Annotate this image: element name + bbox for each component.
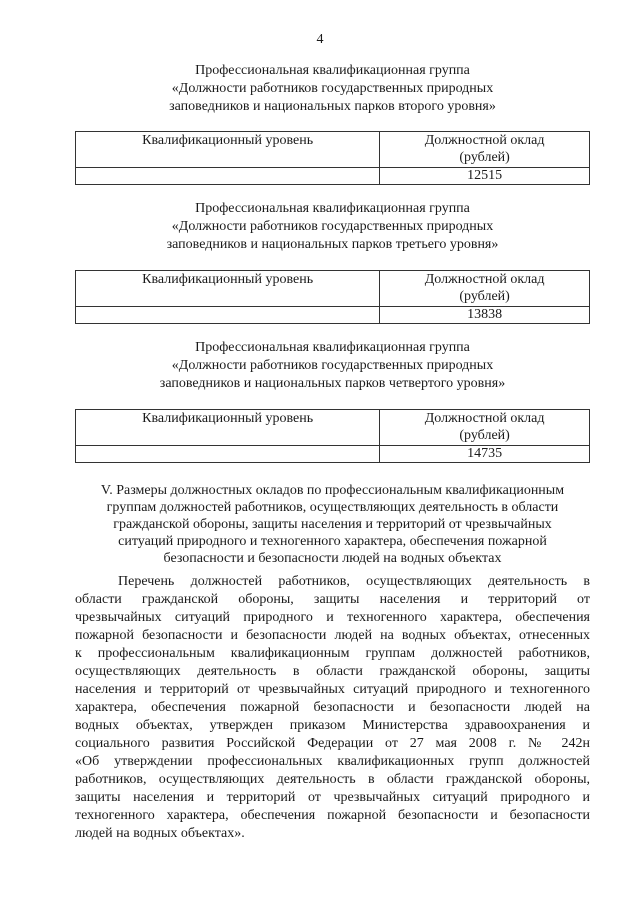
paragraph-line: водных объектах, утвержден приказом Министерства здравоохранения и	[75, 718, 590, 733]
paragraph-line: пожарной безопасности и безопасности людей на водных объектах, отнесенных	[75, 628, 590, 643]
paragraph-line: характера, обеспечения пожарной безопасности и безопасности людей на	[75, 700, 590, 715]
paragraph-line: населения и территорий от чрезвычайных ситуаций природного и техногенного	[75, 682, 590, 697]
header-qualification-level: Квалификационный уровень	[76, 410, 380, 446]
paragraph-line: осуществляющих деятельность в области гражданской обороны, защиты	[75, 664, 590, 679]
body-paragraph	[75, 573, 590, 843]
group-title-line: Профессиональная квалификационная группа	[195, 340, 470, 355]
header-salary-line2: (рублей)	[459, 428, 510, 443]
cell-salary: 12515	[380, 168, 590, 185]
paragraph-line: социального развития Российской Федерации от 27 мая 2008 г. № 242н	[75, 736, 590, 751]
group-title-third-level	[75, 200, 590, 254]
header-qualification-level: Квалификационный уровень	[76, 132, 380, 168]
salary-table-fourth-level	[75, 409, 590, 463]
header-salary-line2: (рублей)	[459, 289, 510, 304]
paragraph-line: Перечень должностей работников, осуществляющих деятельность в	[118, 574, 590, 589]
page-number: 4	[316, 32, 324, 47]
group-title-fourth-level	[75, 339, 590, 393]
header-qualification-level: Квалификационный уровень	[76, 271, 380, 307]
group-title-line: заповедников и национальных парков четвертого уровня»	[159, 376, 506, 391]
group-title-line: Профессиональная квалификационная группа	[195, 63, 470, 78]
header-salary	[380, 132, 590, 168]
paragraph-line: области гражданской обороны, защиты населения и территорий от	[75, 592, 590, 607]
paragraph-line: техногенного характера, обеспечения пожарной безопасности и безопасности	[75, 808, 590, 823]
section-heading-line: безопасности и безопасности людей на водных объектах	[163, 551, 502, 566]
group-title-line: «Должности работников государственных природных	[171, 219, 494, 234]
header-salary	[380, 271, 590, 307]
section-heading-line: V. Размеры должностных окладов по профессиональным квалификационным	[100, 483, 565, 498]
header-salary	[380, 410, 590, 446]
group-title-second-level	[75, 62, 590, 116]
section-heading-line: группам должностей работников, осуществляющих деятельность в области	[106, 500, 559, 515]
salary-table-second-level	[75, 131, 590, 185]
section-heading	[75, 482, 590, 567]
header-salary-line1: Должностной оклад	[424, 133, 545, 148]
paragraph-line: «Об утверждении профессиональных квалификационных групп должностей	[75, 754, 590, 769]
paragraph-line: людей на водных объектах».	[75, 826, 245, 841]
cell-qualification-level	[76, 168, 380, 185]
paragraph-line: защиты населения и территорий от чрезвычайных ситуаций природного и	[75, 790, 590, 805]
header-salary-line1: Должностной оклад	[424, 272, 545, 287]
group-title-line: Профессиональная квалификационная группа	[195, 201, 470, 216]
cell-qualification-level	[76, 307, 380, 324]
cell-salary: 13838	[380, 307, 590, 324]
group-title-line: заповедников и национальных парков третьего уровня»	[166, 237, 499, 252]
header-salary-line1: Должностной оклад	[424, 411, 545, 426]
cell-qualification-level	[76, 446, 380, 463]
cell-salary: 14735	[380, 446, 590, 463]
group-title-line: заповедников и национальных парков второго уровня»	[169, 99, 496, 114]
paragraph-line: работников, осуществляющих деятельность в области гражданской обороны,	[75, 772, 590, 787]
group-title-line: «Должности работников государственных природных	[171, 81, 494, 96]
group-title-line: «Должности работников государственных природных	[171, 358, 494, 373]
salary-table-third-level	[75, 270, 590, 324]
header-salary-line2: (рублей)	[459, 150, 510, 165]
section-heading-line: ситуаций природного и техногенного характера, обеспечения пожарной	[118, 534, 547, 549]
paragraph-line: чрезвычайных ситуаций природного и техногенного характера, обеспечения	[75, 610, 590, 625]
section-heading-line: гражданской обороны, защиты населения и территорий от чрезвычайных	[113, 517, 552, 532]
paragraph-line: к профессиональным квалификационным группам должностей работников,	[75, 646, 590, 661]
